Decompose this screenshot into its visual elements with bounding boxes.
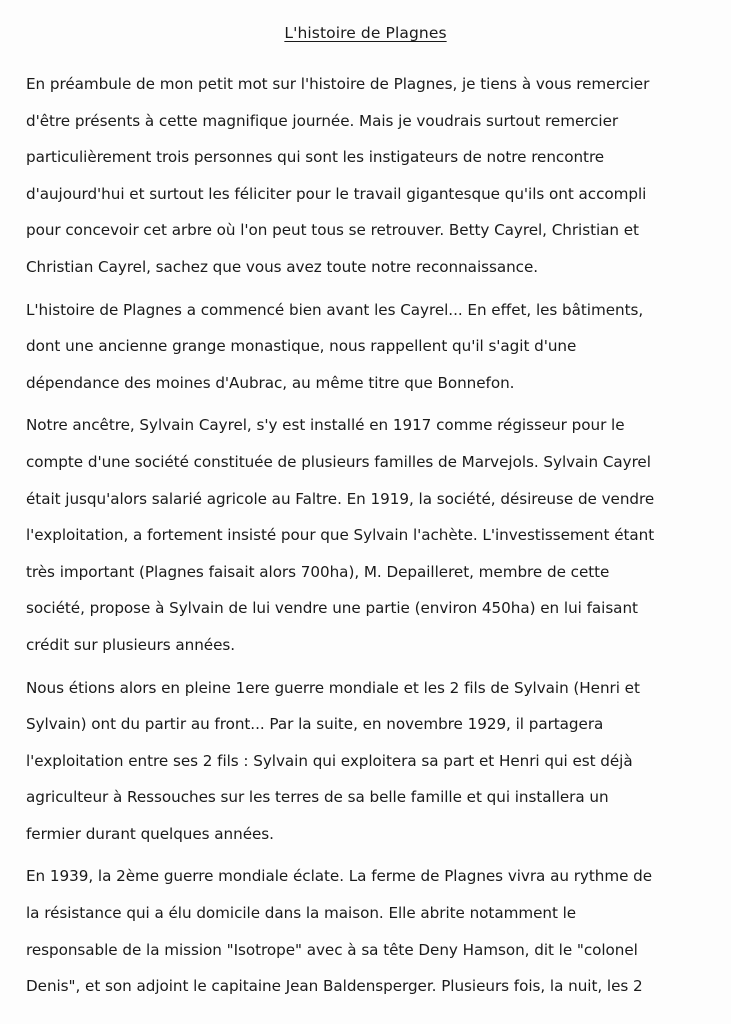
text-line: d'aujourd'hui et surtout les féliciter pour le travail gigantesque qu'ils ont accompli: [26, 184, 647, 203]
text-line: la résistance qui a élu domicile dans la maison. Elle abrite notamment le: [26, 904, 577, 923]
text-line: responsable de la mission "Isotrope" avec à sa tête Deny Hamson, dit le "colonel: [26, 940, 638, 959]
text-line: dépendance des moines d'Aubrac, au même titre que Bonnefon.: [26, 373, 515, 392]
text-line: particulièrement trois personnes qui sont les instigateurs de notre rencontre: [26, 148, 605, 167]
text-line: Denis", et son adjoint le capitaine Jean Baldensperger. Plusieurs fois, la nuit, les 2: [26, 977, 643, 996]
text-line: société, propose à Sylvain de lui vendre une partie (environ 450ha) en lui faisant: [26, 599, 638, 618]
text-line: d'être présents à cette magnifique journée. Mais je voudrais surtout remercier: [26, 111, 619, 130]
text-line: dont une ancienne grange monastique, nous rappellent qu'il s'agit d'une: [26, 337, 577, 356]
text-line: Notre ancêtre, Sylvain Cayrel, s'y est installé en 1917 comme régisseur pour le: [26, 416, 625, 435]
text-line: En 1939, la 2ème guerre mondiale éclate. La ferme de Plagnes vivra au rythme de: [26, 867, 653, 886]
text-line: L'histoire de Plagnes a commencé bien avant les Cayrel... En effet, les bâtiments,: [26, 300, 644, 319]
text-line: En préambule de mon petit mot sur l'histoire de Plagnes, je tiens à vous remercier: [26, 75, 650, 93]
text-line: agriculteur à Ressouches sur les terres de sa belle famille et qui installera un: [26, 788, 609, 807]
text-line: fermier durant quelques années.: [26, 824, 274, 843]
paragraph-ancestor: [26, 407, 716, 663]
text-line: Nous étions alors en pleine 1ere guerre mondiale et les 2 fils de Sylvain (Henri et: [26, 678, 640, 697]
text-line: Sylvain) ont du partir au front... Par la suite, en novembre 1929, il partagera: [26, 715, 604, 734]
document-body: [26, 66, 716, 1005]
paragraph-second-war: [26, 858, 716, 1004]
document-title: L'histoire de Plagnes: [284, 24, 447, 42]
text-line: très important (Plagnes faisait alors 700ha), M. Depailleret, membre de cette: [26, 562, 610, 581]
paragraph-first-war: [26, 670, 716, 853]
text-line: l'exploitation, a fortement insisté pour que Sylvain l'achète. L'investissement étant: [26, 526, 655, 545]
text-line: Christian Cayrel, sachez que vous avez toute notre reconnaissance.: [26, 257, 539, 276]
text-line: compte d'une société constituée de plusieurs familles de Marvejols. Sylvain Cayrel: [26, 452, 651, 471]
text-line: était jusqu'alors salarié agricole au Faltre. En 1919, la société, désireuse de vendre: [26, 489, 655, 508]
text-line: l'exploitation entre ses 2 fils : Sylvain qui exploitera sa part et Henri qui est déjà: [26, 751, 633, 770]
paragraph-origins: [26, 292, 716, 402]
text-line: crédit sur plusieurs années.: [26, 635, 236, 654]
paragraph-thanks: [26, 66, 716, 286]
text-line: pour concevoir cet arbre où l'on peut tous se retrouver. Betty Cayrel, Christian et: [26, 221, 639, 240]
